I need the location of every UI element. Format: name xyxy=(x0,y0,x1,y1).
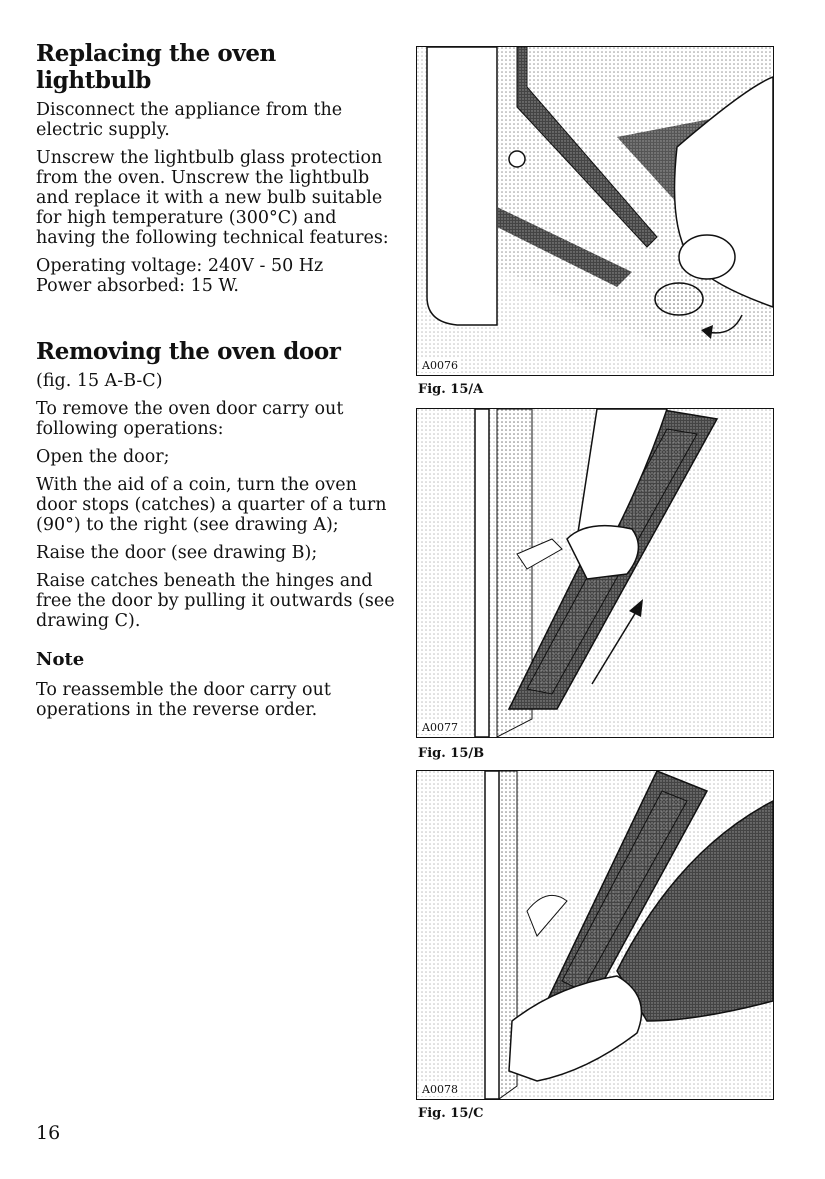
figure-caption: Fig. 15/A xyxy=(418,382,484,397)
oven-lightbulb-illustration xyxy=(417,47,773,375)
note-text: To reassemble the door carry out operations in the reverse order. xyxy=(36,680,331,720)
section-title-lightbulb: Replacing the oven lightbulb xyxy=(36,40,276,94)
note-title: Note xyxy=(36,649,85,670)
figure-code: A0078 xyxy=(422,1083,458,1096)
figure-caption: Fig. 15/B xyxy=(418,746,485,761)
paragraph: To remove the oven door carry out following operations: xyxy=(36,399,344,439)
raise-door-illustration xyxy=(417,409,773,737)
figure-caption: Fig. 15/C xyxy=(418,1106,484,1121)
spec-line: Power absorbed: 15 W. xyxy=(36,276,239,296)
figure-code: A0077 xyxy=(422,721,458,734)
step-3: Raise the door (see drawing B); xyxy=(36,543,318,563)
figure-15b xyxy=(416,408,774,738)
figure-reference: (fig. 15 A-B-C) xyxy=(36,371,163,391)
spec-line: Operating voltage: 240V - 50 Hz xyxy=(36,256,324,276)
step-1: Open the door; xyxy=(36,447,170,467)
text-column xyxy=(36,40,396,728)
paragraph: Unscrew the lightbulb glass protection from the oven. Unscrew the lightbulb and replace it with a new bulb suitable for high temperature (300°C) and having the following technical features: xyxy=(36,148,389,248)
figure-15c xyxy=(416,770,774,1100)
step-2: With the aid of a coin, turn the oven door stops (catches) a quarter of a turn (90°) to the right (see drawing A); xyxy=(36,475,387,535)
figure-code: A0076 xyxy=(422,359,458,372)
step-4: Raise catches beneath the hinges and free the door by pulling it outwards (see drawing C). xyxy=(36,571,395,631)
page-number: 16 xyxy=(36,1122,61,1144)
figure-15a xyxy=(416,46,774,376)
remove-door-illustration xyxy=(417,771,773,1099)
paragraph: Disconnect the appliance from the electric supply. xyxy=(36,100,343,140)
section-title-door: Removing the oven door xyxy=(36,338,341,365)
